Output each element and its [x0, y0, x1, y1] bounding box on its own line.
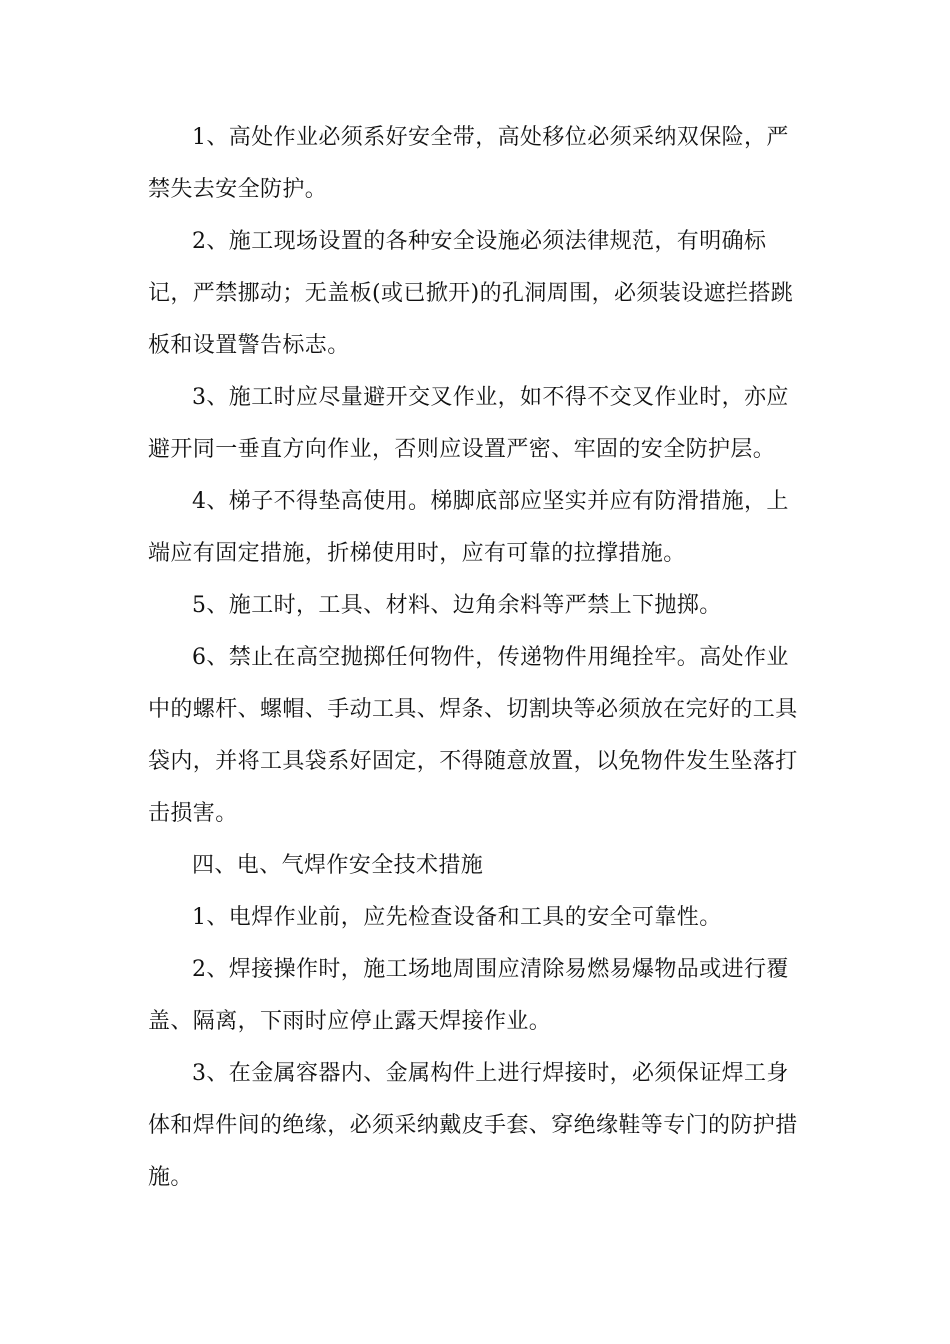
text-line: 施。 [148, 1165, 193, 1190]
text-line: 盖、隔离，下雨时应停止露天焊接作业。 [148, 1009, 552, 1034]
text-line: 避开同一垂直方向作业，否则应设置严密、牢固的安全防护层。 [148, 437, 776, 462]
text-line: 体和焊件间的绝缘，必须采纳戴皮手套、穿绝缘鞋等专门的防护措 [148, 1113, 798, 1138]
section-heading-text: 四、电、气焊作安全技术措施 [192, 853, 484, 878]
text-line: 击损害。 [148, 801, 238, 826]
text-line: 1、高处作业必须系好安全带，高处移位必须采纳双保险，严 [192, 125, 789, 150]
text-line: 板和设置警告标志。 [148, 333, 350, 358]
text-line: 4、梯子不得垫高使用。梯脚底部应坚实并应有防滑措施，上 [192, 489, 789, 514]
text-line: 1、电焊作业前，应先检查设备和工具的安全可靠性。 [192, 905, 722, 930]
paragraph-item-4 [148, 476, 798, 580]
section-heading [148, 840, 798, 892]
text-line: 端应有固定措施，折梯使用时，应有可靠的拉撑措施。 [148, 541, 686, 566]
text-line: 中的螺杆、螺帽、手动工具、焊条、切割块等必须放在完好的工具 [148, 697, 798, 722]
document-body [148, 112, 798, 1204]
paragraph-item-1 [148, 112, 798, 216]
paragraph-item-8 [148, 944, 798, 1048]
text-line: 3、在金属容器内、金属构件上进行焊接时，必须保证焊工身 [192, 1061, 789, 1086]
paragraph-item-9 [148, 1048, 798, 1204]
paragraph-item-7 [148, 892, 798, 944]
text-line: 袋内，并将工具袋系好固定，不得随意放置，以免物件发生坠落打 [148, 749, 798, 774]
text-line: 禁失去安全防护。 [148, 177, 328, 202]
text-line: 5、施工时，工具、材料、边角余料等严禁上下抛掷。 [192, 593, 722, 618]
paragraph-item-6 [148, 632, 798, 840]
text-line: 6、禁止在高空抛掷任何物件，传递物件用绳拴牢。高处作业 [192, 645, 789, 670]
text-line: 3、施工时应尽量避开交叉作业，如不得不交叉作业时，亦应 [192, 385, 789, 410]
text-line: 2、施工现场设置的各种安全设施必须法律规范，有明确标 [192, 229, 767, 254]
text-line: 记，严禁挪动；无盖板(或已掀开)的孔洞周围，必须装设遮拦搭跳 [148, 281, 794, 306]
paragraph-item-3 [148, 372, 798, 476]
text-line: 2、焊接操作时，施工场地周围应清除易燃易爆物品或进行覆 [192, 957, 789, 982]
paragraph-item-5 [148, 580, 798, 632]
paragraph-item-2 [148, 216, 798, 372]
